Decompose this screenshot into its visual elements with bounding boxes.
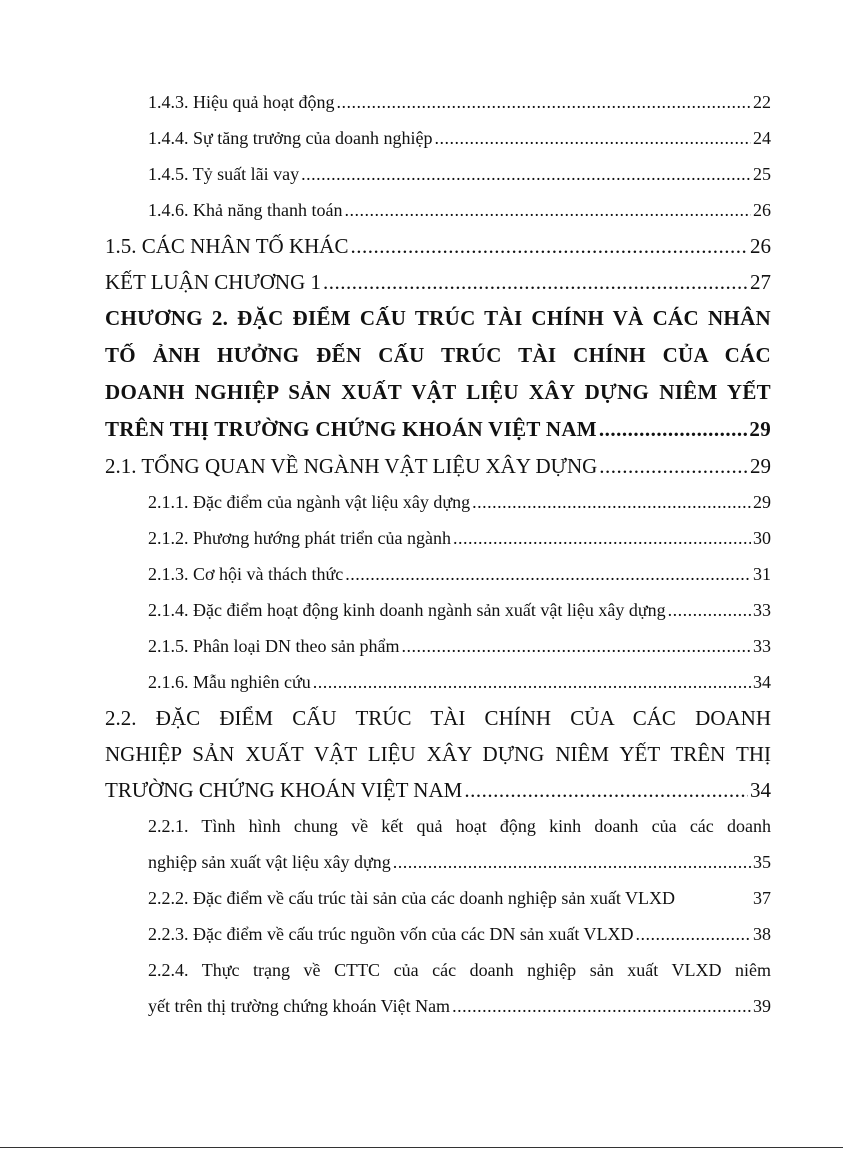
dot-leader	[345, 556, 751, 592]
toc-entry[interactable]	[105, 264, 771, 300]
toc-entry[interactable]	[105, 448, 771, 484]
toc-page-number: 38	[753, 924, 771, 944]
dot-leader	[313, 664, 751, 700]
toc-entry-row	[105, 628, 771, 664]
toc-entry[interactable]	[105, 192, 771, 228]
toc-page-number: 26	[750, 234, 771, 258]
dot-leader	[599, 448, 748, 484]
toc-entry-row	[105, 664, 771, 700]
toc-entry-row	[105, 264, 771, 300]
toc-entry[interactable]	[105, 700, 771, 808]
toc-entry-title: 2.1.5. Phân loại DN theo sản phẩm	[148, 636, 400, 656]
toc-entry-title: TRÊN THỊ TRƯỜNG CHỨNG KHOÁN VIỆT NAM	[105, 417, 597, 441]
dot-leader	[323, 264, 748, 300]
toc-page-number: 29	[749, 417, 771, 441]
toc-entry-title: 1.4.6. Khả năng thanh toán	[148, 200, 343, 220]
toc-entry-row	[105, 520, 771, 556]
toc-entry-title: 2.2.3. Đặc điểm về cấu trúc nguồn vốn của các DN sản xuất VLXD	[148, 924, 634, 944]
toc-entry[interactable]	[105, 808, 771, 880]
toc-entry[interactable]	[105, 156, 771, 192]
toc-entry-row	[105, 880, 771, 916]
toc-page-number: 37	[753, 888, 771, 908]
toc-page-number: 33	[753, 600, 771, 620]
toc-entry[interactable]	[105, 952, 771, 1024]
toc-page-number: 33	[753, 636, 771, 656]
toc-entry-title: TRƯỜNG CHỨNG KHOÁN VIỆT NAM	[105, 778, 463, 802]
toc-entry-title: 2.2.2. Đặc điểm về cấu trúc tài sản của các doanh nghiệp sản xuất VLXD	[148, 888, 675, 908]
toc-page-number: 34	[753, 672, 771, 692]
toc-page-number: 27	[750, 270, 771, 294]
toc-entry-title-line: TỐ ẢNH HƯỞNG ĐẾN CẤU TRÚC TÀI CHÍNH CỦA CÁC	[105, 343, 771, 367]
toc-page-number: 29	[753, 492, 771, 512]
toc-entry-row	[105, 228, 771, 264]
toc-entry[interactable]	[105, 628, 771, 664]
toc-page-number: 22	[753, 92, 771, 112]
dot-leader	[301, 156, 751, 192]
dot-leader	[464, 772, 748, 808]
toc-entry-title: 1.4.4. Sự tăng trưởng của doanh nghiệp	[148, 128, 433, 148]
toc-entry-row	[105, 772, 771, 808]
toc-entry-title: 1.4.3. Hiệu quả hoạt động	[148, 92, 335, 112]
table-of-contents	[105, 84, 771, 1024]
dot-leader	[350, 228, 748, 264]
toc-entry-row	[105, 988, 771, 1024]
toc-entry-title: 2.1.3. Cơ hội và thách thức	[148, 564, 344, 584]
toc-entry-row	[105, 156, 771, 192]
toc-entry-row	[105, 592, 771, 628]
dot-leader	[453, 520, 751, 556]
toc-entry-title: 2.1.1. Đặc điểm của ngành vật liệu xây dựng	[148, 492, 471, 512]
toc-entry[interactable]	[105, 664, 771, 700]
toc-entry-title: 2.1.4. Đặc điểm hoạt động kinh doanh ngành sản xuất vật liệu xây dựng	[148, 600, 666, 620]
toc-page-number: 39	[753, 996, 771, 1016]
toc-entry-title: 1.4.5. Tỷ suất lãi vay	[148, 164, 300, 184]
toc-entry-title-line: CHƯƠNG 2. ĐẶC ĐIỂM CẤU TRÚC TÀI CHÍNH VÀ CÁC NHÂN	[105, 306, 771, 330]
toc-entry-title: 2.1.2. Phương hướng phát triển của ngành	[148, 528, 452, 548]
toc-entry[interactable]	[105, 592, 771, 628]
dot-leader	[393, 844, 751, 880]
dot-leader	[472, 484, 751, 520]
toc-entry[interactable]	[105, 556, 771, 592]
toc-entry-row	[105, 484, 771, 520]
dot-leader	[668, 592, 751, 628]
toc-entry-title: 2.1. TỔNG QUAN VỀ NGÀNH VẬT LIỆU XÂY DỰNG	[105, 454, 598, 478]
toc-entry-row	[105, 411, 771, 448]
toc-entry-title: 2.1.6. Mẫu nghiên cứu	[148, 672, 311, 692]
toc-page-number: 29	[750, 454, 771, 478]
toc-entry-title: yết trên thị trường chứng khoán Việt Nam	[148, 996, 451, 1016]
toc-entry-row	[105, 120, 771, 156]
dot-leader	[434, 120, 751, 156]
toc-page-number: 24	[753, 128, 771, 148]
toc-entry[interactable]	[105, 520, 771, 556]
toc-entry-row	[105, 84, 771, 120]
toc-entry-row	[105, 556, 771, 592]
toc-page-number: 30	[753, 528, 771, 548]
toc-entry-title-line: NGHIỆP SẢN XUẤT VẬT LIỆU XÂY DỰNG NIÊM YẾT TRÊN THỊ	[105, 742, 771, 766]
toc-entry[interactable]	[105, 228, 771, 264]
toc-entry-row	[105, 916, 771, 952]
toc-entry-title: KẾT LUẬN CHƯƠNG 1	[105, 270, 321, 294]
dot-leader	[401, 628, 751, 664]
dot-leader	[599, 411, 747, 448]
toc-entry-title: nghiệp sản xuất vật liệu xây dựng	[148, 852, 391, 872]
toc-page-number: 35	[753, 852, 771, 872]
toc-entry-row	[105, 844, 771, 880]
toc-entry-row	[105, 448, 771, 484]
toc-entry[interactable]	[105, 880, 771, 916]
toc-page-number: 34	[750, 778, 771, 802]
toc-entry[interactable]	[105, 484, 771, 520]
toc-entry[interactable]	[105, 300, 771, 448]
toc-entry[interactable]	[105, 120, 771, 156]
toc-entry-row	[105, 192, 771, 228]
dot-leader	[344, 192, 751, 228]
toc-page-number: 31	[753, 564, 771, 584]
dot-leader	[636, 916, 751, 952]
toc-entry-title: 1.5. CÁC NHÂN TỐ KHÁC	[105, 234, 349, 258]
toc-page-number: 25	[753, 164, 771, 184]
page-bottom-rule	[0, 1147, 843, 1148]
toc-entry-title-line: 2.2.4. Thực trạng về CTTC của các doanh nghiệp sản xuất VLXD niêm	[148, 960, 771, 980]
dot-leader	[452, 988, 751, 1024]
toc-page-number: 26	[753, 200, 771, 220]
toc-entry-title-line: DOANH NGHIỆP SẢN XUẤT VẬT LIỆU XÂY DỰNG NIÊM YẾT	[105, 380, 771, 404]
toc-entry[interactable]	[105, 84, 771, 120]
dot-leader	[336, 84, 751, 120]
toc-entry-title-line: 2.2. ĐẶC ĐIỂM CẤU TRÚC TÀI CHÍNH CỦA CÁC DOANH	[105, 706, 771, 730]
toc-entry[interactable]	[105, 916, 771, 952]
toc-entry-title-line: 2.2.1. Tình hình chung về kết quả hoạt động kinh doanh của các doanh	[148, 816, 771, 836]
